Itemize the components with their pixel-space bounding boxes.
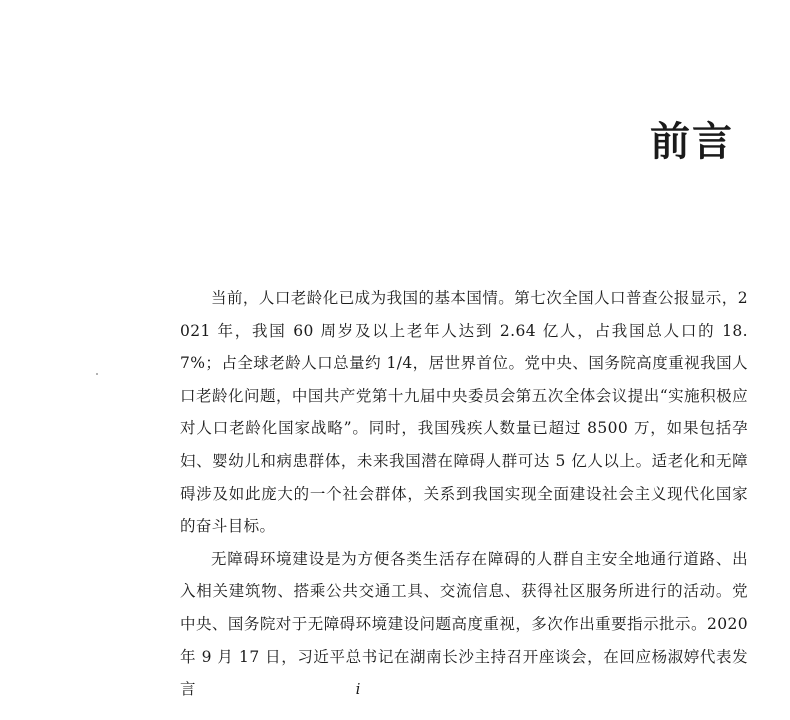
body-text <box>180 282 748 706</box>
scan-speck <box>96 373 98 375</box>
page-title: 前言 <box>650 119 734 165</box>
paragraph-2: 无障碍环境建设是为方便各类生活存在障碍的人群自主安全地通行道路、出入相关建筑物、搭乘公共交通工具、交流信息、获得社区服务所进行的活动。党中央、国务院对于无障碍环境建设问题高度重视，多次作出重要指示批示。2020 年 9 月 17 日，习近平总书记在湖南长沙主持召开座谈会，在回应杨淑婷代表发言 <box>180 549 748 699</box>
page-number: i <box>355 680 361 698</box>
paragraph-1: 当前，人口老龄化已成为我国的基本国情。第七次全国人口普查公报显示，2021 年，我国 60 周岁及以上老年人达到 2.64 亿人，占我国总人口的 18.7%；占全球老龄人口总量约 1/4，居世界首位。党中央、国务院高度重视我国人口老龄化问题，中国共产党第十九届中央委员会第五次全体会议提出“实施积极应对人口老龄化国家战略”。同时，我国残疾人数量已超过 8500 万，如果包括孕妇、婴幼儿和病患群体，未来我国潜在障碍人群可达 5 亿人以上。适老化和无障碍涉及如此庞大的一个社会群体，关系到我国实现全面建设社会主义现代化国家的奋斗目标。 <box>180 289 748 536</box>
